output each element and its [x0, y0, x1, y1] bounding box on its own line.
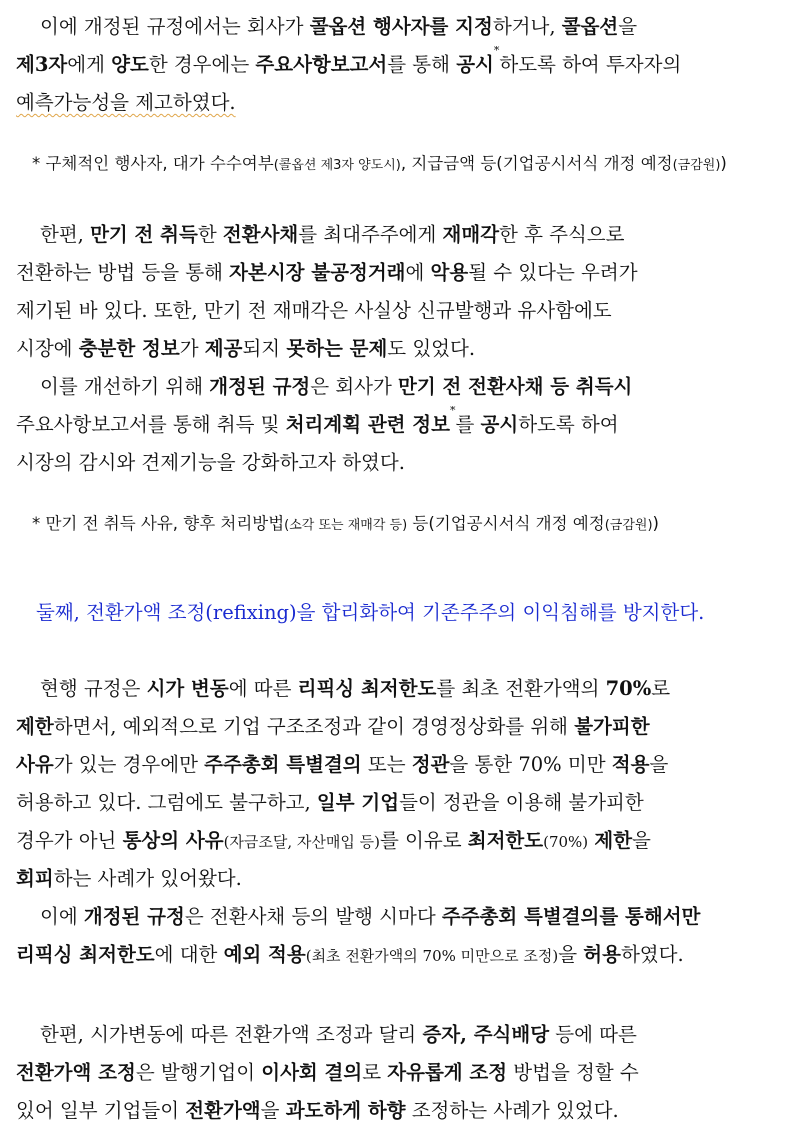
paragraph-early-redemption: 한편, 만기 전 취득한 전환사채를 최대주주에게 재매각한 후 주식으로 전환하는 방법 등을 통해 자본시장 불공정거래에 악용될 수 있다는 우려가 제기된 바 있다. 또한, 만기 전 재매각은 사실상 신규발행과 유사함에도 시장에 충분한 정보가 제공되지 못하는 문제도 있었다.: [16, 223, 638, 360]
paragraph-refixing-revised: 이에 개정된 규정은 전환사채 등의 발행 시마다 주주총회 특별결의를 통해서만 리픽싱 최저한도에 대한 예외 적용(최초 전환가액의 70% 미만으로 조정)을 허용하였다.: [16, 905, 701, 966]
paragraph-refixing-current: 현행 규정은 시가 변동에 따른 리픽싱 최저한도를 최초 전환가액의 70%로 제한하면서, 예외적으로 기업 구조조정과 같이 경영정상화를 위해 불가피한 사유가 있는 경우에만 주주총회 특별결의 또는 정관을 통한 70% 미만 적용을 허용하고 있다. 그럼에도 불구하고, 일부 기업들이 정관을 이용해 불가피한 경우가 아닌 통상의 사유(자금조달, 자산매입 등)를 이유로 최저한도(70%) 제한을 회피하는 사례가 있어왔다.: [16, 677, 671, 890]
section-heading-refixing: 둘째, 전환가액 조정(refixing)을 합리화하여 기존주주의 이익침해를 방지한다.: [36, 601, 705, 624]
paragraph-conversion-adjustment: 한편, 시가변동에 따른 전환가액 조정과 달리 증자, 주식배당 등에 따른 전환가액 조정은 발행기업이 이사회 결의로 자유롭게 조정 방법을 정할 수 있어 일부 기업들이 전환가액을 과도하게 하향 조정하는 사례가 있었다.: [16, 1023, 639, 1122]
footnote-callop: * 구체적인 행사자, 대가 수수여부(콜옵션 제3자 양도시), 지급금액 등(기업공시서식 개정 예정(금감원)): [32, 154, 727, 173]
footnote-early-redemption: * 만기 전 취득 사유, 향후 처리방법(소각 또는 재매각 등) 등(기업공시서식 개정 예정(금감원)): [32, 514, 659, 533]
paragraph-callop: 이에 개정된 규정에서는 회사가 콜옵션 행사자를 지정하거나, 콜옵션을 제3자에게 양도한 경우에는 주요사항보고서를 통해 공시*하도록 하여 투자자의 예측가능성을 제고하였다.: [16, 15, 682, 114]
paragraph-disclosure: 이를 개선하기 위해 개정된 규정은 회사가 만기 전 전환사채 등 취득시 주요사항보고서를 통해 취득 및 처리계획 관련 정보*를 공시하도록 하여 시장의 감시와 견제기능을 강화하고자 하였다.: [16, 375, 633, 474]
